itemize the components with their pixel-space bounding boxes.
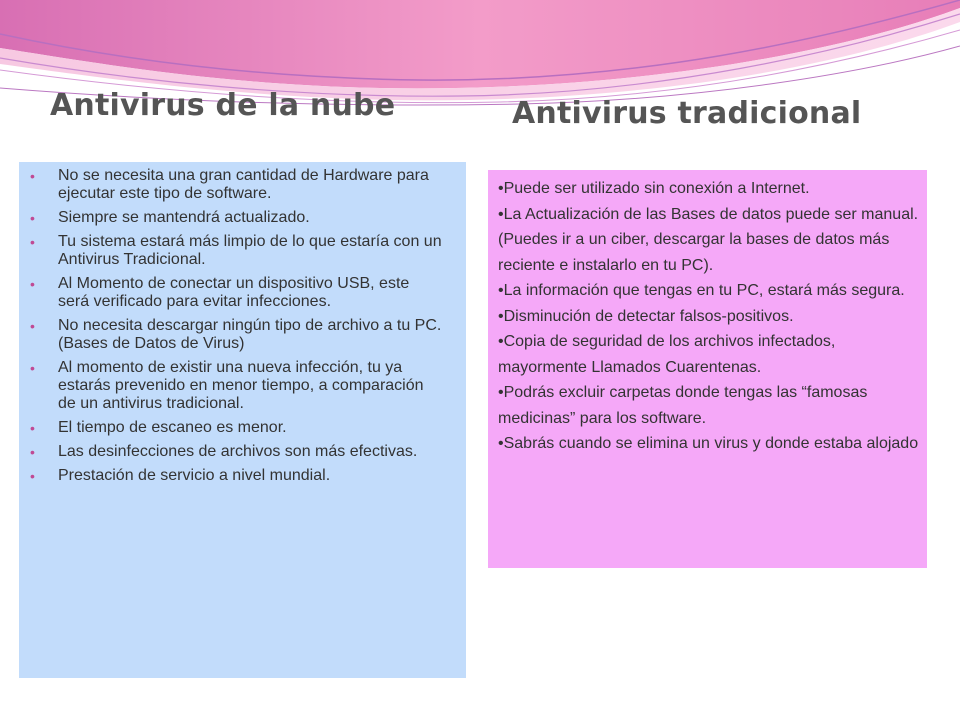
- traditional-item: •Disminución de detectar falsos-positivos.: [498, 307, 794, 325]
- list-item-text: Siempre se mantendrá actualizado.: [58, 209, 310, 226]
- bullet-icon: •: [30, 276, 35, 292]
- bullet-icon: •: [30, 234, 35, 250]
- bullet-icon: •: [30, 420, 35, 436]
- traditional-item: •La información que tengas en tu PC, estará más segura.: [498, 282, 905, 299]
- traditional-item: •Puede ser utilizado sin conexión a Internet.: [498, 180, 810, 197]
- traditional-item: •Copia de seguridad de los archivos infectados, mayormente Llamados Cuarentenas.: [498, 333, 836, 376]
- list-item: [30, 275, 442, 311]
- list-item: [30, 359, 442, 413]
- list-item: [30, 317, 442, 353]
- bullet-icon: •: [30, 468, 35, 484]
- list-item-text: No se necesita una gran cantidad de Hardware para ejecutar este tipo de software.: [58, 167, 429, 202]
- traditional-antivirus-heading: Antivirus tradicional: [512, 96, 862, 131]
- bullet-icon: •: [30, 318, 35, 334]
- bullet-icon: •: [30, 168, 35, 184]
- bullet-icon: •: [30, 210, 35, 226]
- list-item: [30, 419, 442, 437]
- cloud-antivirus-panel: [19, 162, 466, 678]
- cloud-antivirus-heading: Antivirus de la nube: [50, 88, 396, 123]
- list-item-text: Prestación de servicio a nivel mundial.: [58, 467, 331, 484]
- list-item: [30, 233, 442, 269]
- list-item-text: El tiempo de escaneo es menor.: [58, 419, 287, 436]
- bullet-icon: •: [30, 360, 35, 376]
- traditional-item: •Podrás excluir carpetas donde tengas las “famosas medicinas” para los software.: [498, 384, 868, 427]
- list-item-text: No necesita descargar ningún tipo de archivo a tu PC. (Bases de Datos de Virus): [58, 317, 442, 352]
- traditional-antivirus-panel: [488, 170, 927, 568]
- list-item-text: Tu sistema estará más limpio de lo que estaría con un Antivirus Tradicional.: [58, 233, 442, 268]
- list-item: [30, 167, 442, 203]
- list-item: [30, 443, 442, 461]
- traditional-item: •La Actualización de las Bases de datos puede ser manual. (Puedes ir a un ciber, descargar la bases de datos más reciente e instalarlo en tu PC).: [498, 205, 919, 274]
- list-item-text: Al momento de existir una nueva infección, tu ya estarás prevenido en menor tiempo, a comparación de un antivirus tradicional.: [58, 359, 424, 412]
- traditional-item: •Sabrás cuando se elimina un virus y donde estaba alojado: [498, 435, 919, 452]
- list-item-text: Al Momento de conectar un dispositivo USB, este será verificado para evitar infecciones.: [58, 275, 410, 310]
- bullet-icon: •: [30, 444, 35, 460]
- list-item: [30, 467, 442, 485]
- list-item-text: Las desinfecciones de archivos son más efectivas.: [58, 443, 418, 460]
- list-item: [30, 209, 442, 227]
- cloud-advantages-list: [30, 167, 442, 485]
